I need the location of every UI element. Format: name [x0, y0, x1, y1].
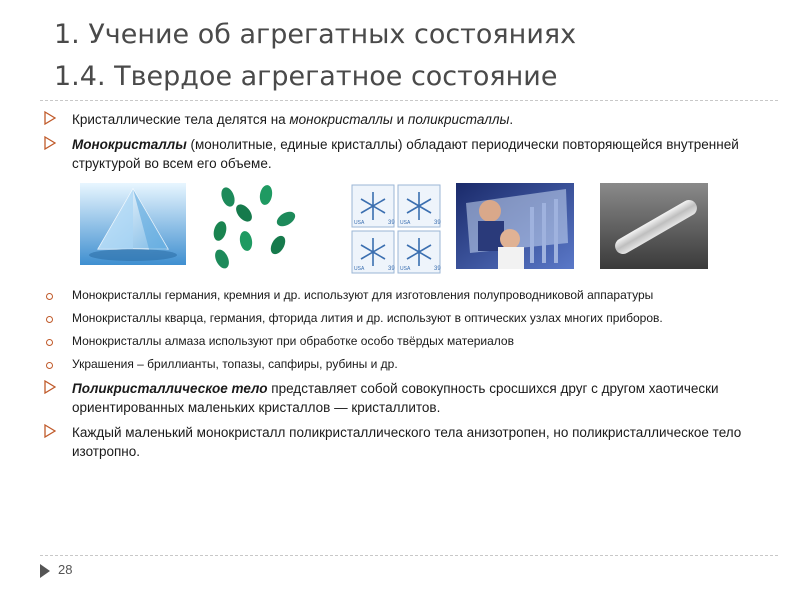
- bullet-icon: [44, 380, 56, 394]
- bullet-icon: [44, 424, 56, 438]
- title-divider: [40, 100, 778, 101]
- bullet-monocrystals: Монокристаллы (монолитные, единые кристаллы) обладают периодически повторяющейся внутренней структурой во всем его объеме.: [44, 135, 764, 173]
- quartz-crystal-image: [80, 183, 186, 265]
- slide-content: [44, 110, 764, 467]
- term-polycrystalline-body: Поликристаллическое тело: [72, 381, 268, 396]
- circle-bullet-icon: [46, 293, 53, 300]
- title-line-2: 1.4. Твердое агрегатное состояние: [54, 61, 558, 92]
- crystal-images-row: [44, 183, 764, 279]
- term-monocrystals: монокристаллы: [289, 112, 393, 127]
- stamp-country: USA: [354, 266, 365, 272]
- stamp-country: USA: [400, 220, 411, 226]
- circle-bullet-icon: [46, 362, 53, 369]
- stamp-value: 39: [388, 266, 395, 272]
- bullet-icon: [44, 111, 56, 125]
- sub-bullet-optics: Монокристаллы кварца, германия, фторида лития и др. используют в оптических узлах многих приборов.: [44, 310, 764, 327]
- crystal-lab-photo: [456, 183, 574, 269]
- stamp-value: 39: [388, 220, 395, 226]
- circle-bullet-icon: [46, 339, 53, 346]
- term-polycrystals: поликристаллы: [407, 112, 510, 127]
- sub-bullet-jewelry: Украшения – бриллианты, топазы, сапфиры, рубины и др.: [44, 356, 764, 373]
- circle-bullet-icon: [46, 316, 53, 323]
- slide-title: [54, 14, 774, 98]
- stamp-value: 39: [434, 266, 441, 272]
- snowflake-stamps-image: [350, 183, 442, 275]
- sub-bullet-semiconductors: Монокристаллы германия, кремния и др. используют для изготовления полупроводниковой аппаратуры: [44, 287, 764, 304]
- sub-bullet-diamond: Монокристаллы алмаза используют при обработке особо твёрдых материалов: [44, 333, 764, 350]
- footer-divider: [40, 555, 778, 556]
- glass-rod-image: [600, 183, 708, 269]
- bullet-anisotropy: Каждый маленький монокристалл поликристаллического тела анизотропен, но поликристаллическое тело изотропно.: [44, 423, 764, 461]
- green-gems-image: [198, 183, 304, 271]
- stamp-country: USA: [354, 220, 365, 226]
- term-monocrystals-bold: Монокристаллы: [72, 137, 187, 152]
- play-triangle-icon: [40, 564, 50, 578]
- title-line-1: 1. Учение об агрегатных состояниях: [54, 19, 577, 50]
- page-number: 28: [58, 562, 73, 577]
- stamp-value: 39: [434, 220, 441, 226]
- stamp-country: USA: [400, 266, 411, 272]
- bullet-icon: [44, 136, 56, 150]
- bullet-crystal-bodies: Кристаллические тела делятся на монокристаллы и поликристаллы.: [44, 110, 764, 129]
- bullet-polycrystal: Поликристаллическое тело представляет собой совокупность сросшихся друг с другом хаотически ориентированных маленьких кристаллов — кристаллитов.: [44, 379, 764, 417]
